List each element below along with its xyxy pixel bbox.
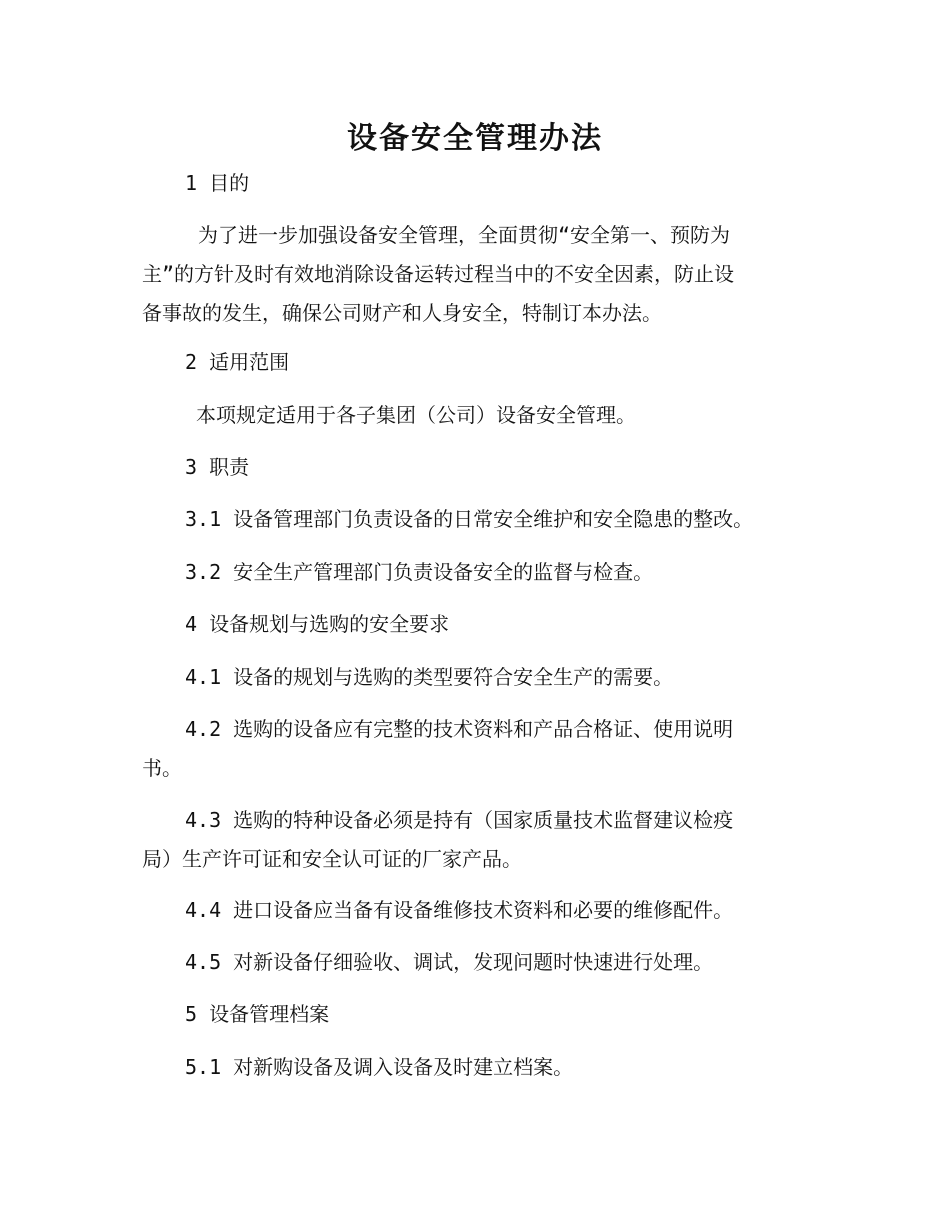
purpose-paragraph [142, 216, 734, 333]
clause-4-1 [185, 658, 673, 697]
text-line: 5 设备管理档案 [185, 1002, 330, 1026]
text-line: 4.4 进口设备应当备有设备维修技术资料和必要的维修配件。 [185, 898, 734, 922]
clause-4-2 [142, 710, 733, 788]
section-heading-duties [185, 448, 249, 487]
text-line: 本项规定适用于各子集团（公司）设备安全管理。 [196, 403, 636, 427]
section-heading-records [185, 995, 329, 1034]
text-line: 4.3 选购的特种设备必须是持有（国家质量技术监督建议检疫 [185, 808, 734, 832]
clause-4-3 [142, 801, 733, 879]
text-line: 局）生产许可证和安全认可证的厂家产品。 [142, 847, 522, 871]
section-heading-procurement [185, 605, 449, 644]
section-heading-purpose [185, 164, 249, 203]
section-heading-scope [185, 343, 289, 382]
document-title: 设备安全管理办法 [347, 121, 603, 156]
text-line: 主”的方针及时有效地消除设备运转过程当中的不安全因素，防止设 [142, 262, 735, 286]
clause-4-5 [185, 943, 713, 982]
text-line: 4.1 设备的规划与选购的类型要符合安全生产的需要。 [185, 665, 674, 689]
clause-3-2 [185, 553, 653, 592]
text-line: 4 设备规划与选购的安全要求 [185, 612, 450, 636]
text-line: 2 适用范围 [185, 350, 290, 374]
text-line: 3 职责 [185, 455, 250, 479]
clause-5-1 [185, 1048, 573, 1087]
clause-3-1 [185, 500, 753, 539]
clause-4-4 [185, 891, 733, 930]
text-line: 3.1 设备管理部门负责设备的日常安全维护和安全隐患的整改。 [185, 507, 754, 531]
text-line: 备事故的发生，确保公司财产和人身安全，特制订本办法。 [142, 301, 662, 325]
scope-paragraph [196, 396, 636, 435]
text-line: 1 目的 [185, 171, 250, 195]
text-line: 5.1 对新购设备及调入设备及时建立档案。 [185, 1055, 574, 1079]
text-line: 4.5 对新设备仔细验收、调试，发现问题时快速进行处理。 [185, 950, 714, 974]
text-line: 为了进一步加强设备安全管理，全面贯彻“安全第一、预防为 [198, 223, 731, 247]
text-line: 书。 [142, 756, 182, 780]
text-line: 3.2 安全生产管理部门负责设备安全的监督与检查。 [185, 560, 654, 584]
text-line: 4.2 选购的设备应有完整的技术资料和产品合格证、使用说明 [185, 717, 734, 741]
